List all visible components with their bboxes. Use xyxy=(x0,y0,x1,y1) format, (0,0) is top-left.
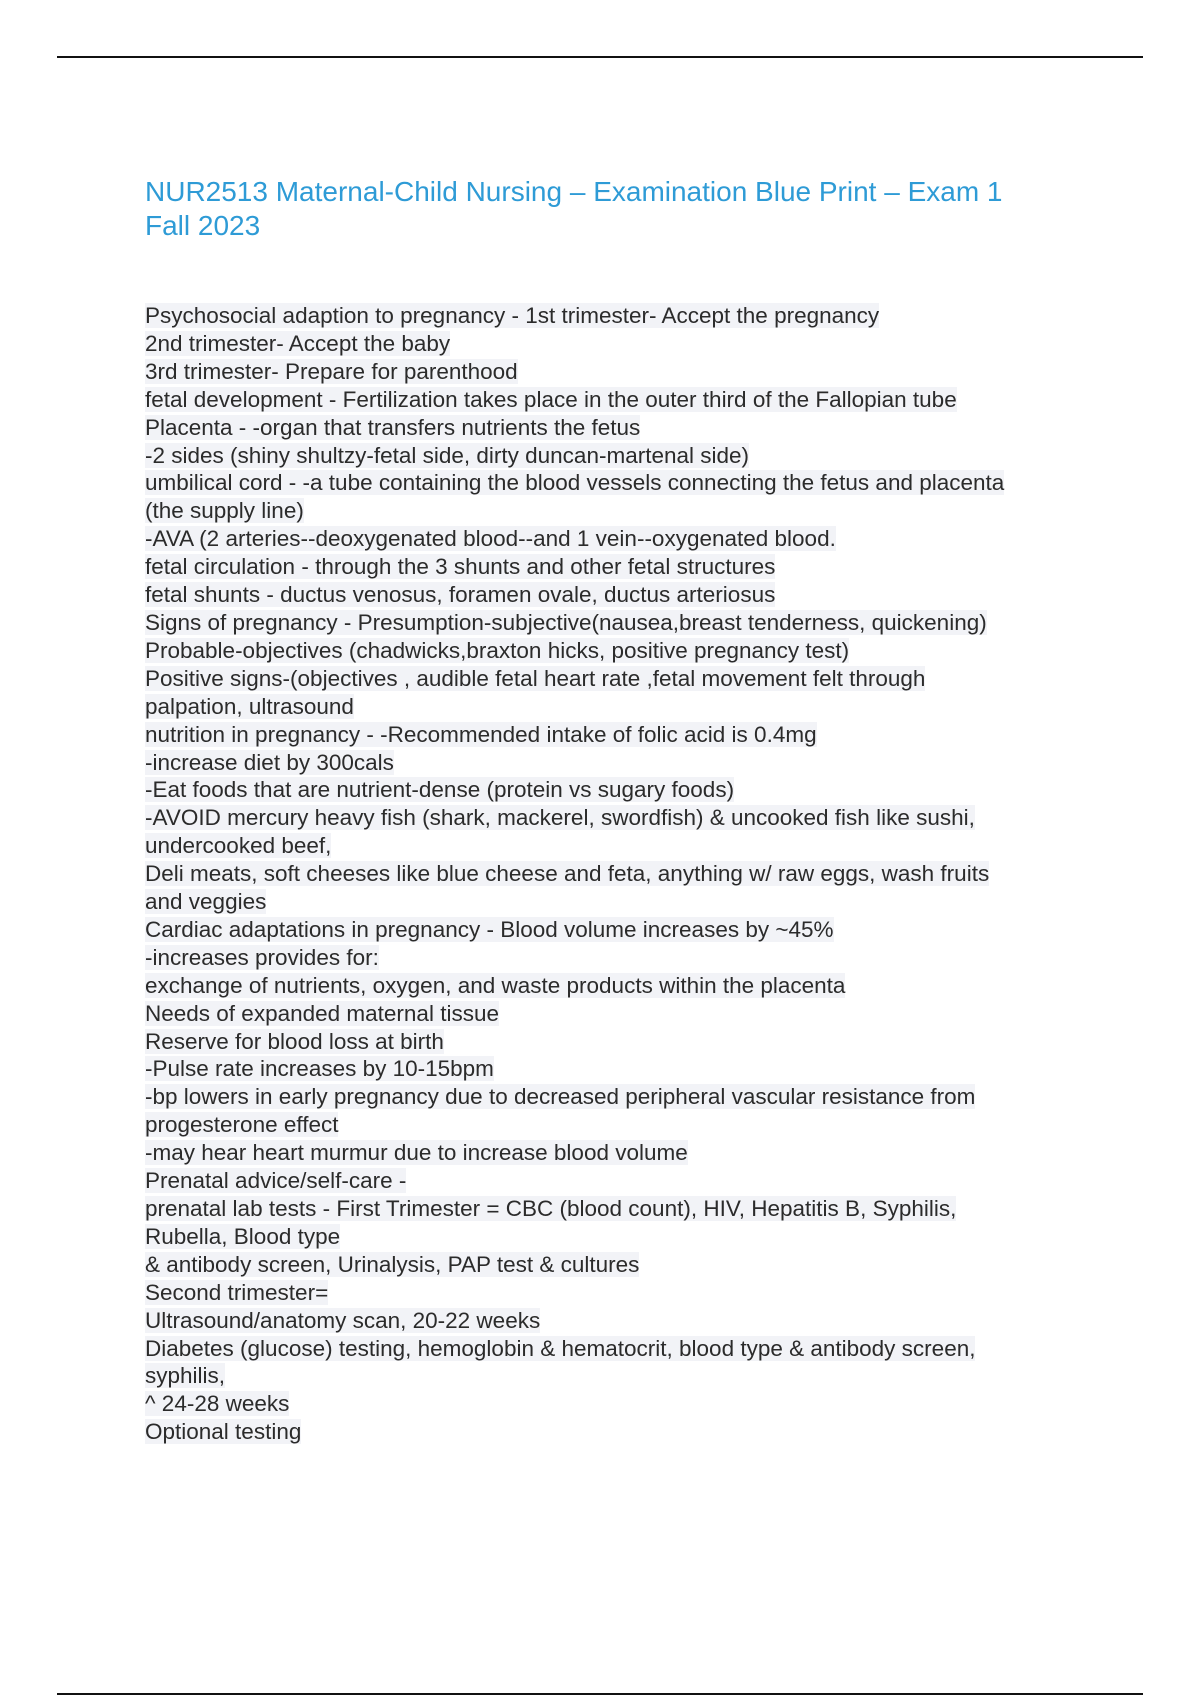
text-line: Psychosocial adaption to pregnancy - 1st trimester- Accept the pregnancy xyxy=(145,303,880,328)
text-line: Positive signs-(objectives , audible fetal heart rate ,fetal movement felt through xyxy=(145,665,926,691)
text-line: ^ 24-28 weeks xyxy=(145,1391,290,1417)
text-line: Cardiac adaptations in pregnancy - Blood volume increases by ~45% xyxy=(145,916,834,942)
text-line: Ultrasound/anatomy scan, 20-22 weeks xyxy=(145,1307,541,1333)
page-title xyxy=(145,175,1085,243)
text-line: undercooked beef, xyxy=(145,833,332,859)
title-line: NUR2513 Maternal-Child Nursing – Examination Blue Print – Exam 1 xyxy=(145,176,1003,207)
text-line: fetal circulation - through the 3 shunts and other fetal structures xyxy=(145,554,776,580)
text-line: umbilical cord - -a tube containing the blood vessels connecting the fetus and placenta xyxy=(145,470,1005,496)
top-rule xyxy=(57,56,1143,58)
text-line: -AVOID mercury heavy fish (shark, mackerel, swordfish) & uncooked fish like sushi, xyxy=(145,805,975,831)
text-line: 3rd trimester- Prepare for parenthood xyxy=(145,358,518,384)
text-line: & antibody screen, Urinalysis, PAP test & cultures xyxy=(145,1251,640,1277)
text-line: (the supply line) xyxy=(145,498,304,524)
text-line: -Pulse rate increases by 10-15bpm xyxy=(145,1056,494,1082)
text-line: Deli meats, soft cheeses like blue cheese and feta, anything w/ raw eggs, wash fruits xyxy=(145,861,990,887)
text-line: syphilis, xyxy=(145,1363,226,1389)
text-line: Signs of pregnancy - Presumption-subjective(nausea,breast tenderness, quickening) xyxy=(145,609,987,635)
text-line: fetal development - Fertilization takes place in the outer third of the Fallopian tube xyxy=(145,386,957,412)
text-line: 2nd trimester- Accept the baby xyxy=(145,330,451,356)
text-line: Needs of expanded maternal tissue xyxy=(145,1000,499,1026)
text-line: -may hear heart murmur due to increase blood volume xyxy=(145,1140,688,1166)
bottom-rule xyxy=(57,1693,1143,1695)
title-line: Fall 2023 xyxy=(145,210,261,241)
text-line: -Eat foods that are nutrient-dense (protein vs sugary foods) xyxy=(145,777,735,803)
document-body xyxy=(145,302,1085,1446)
text-line: Prenatal advice/self-care - xyxy=(145,1168,407,1194)
text-line: Diabetes (glucose) testing, hemoglobin & hematocrit, blood type & antibody screen, xyxy=(145,1335,976,1361)
text-line: Probable-objectives (chadwicks,braxton hicks, positive pregnancy test) xyxy=(145,637,850,663)
text-line: prenatal lab tests - First Trimester = CBC (blood count), HIV, Hepatitis B, Syphilis, xyxy=(145,1196,957,1221)
text-line: -2 sides (shiny shultzy-fetal side, dirty duncan-martenal side) xyxy=(145,442,750,468)
text-line: fetal shunts - ductus venosus, foramen ovale, ductus arteriosus xyxy=(145,582,776,608)
text-line: Second trimester= xyxy=(145,1279,329,1305)
text-line: palpation, ultrasound xyxy=(145,693,354,719)
text-line: Placenta - -organ that transfers nutrients the fetus xyxy=(145,414,641,440)
text-line: -increases provides for: xyxy=(145,944,379,970)
text-line: -increase diet by 300cals xyxy=(145,749,394,775)
text-line: and veggies xyxy=(145,889,267,915)
text-line: progesterone effect xyxy=(145,1112,339,1138)
text-line: Optional testing xyxy=(145,1419,302,1445)
text-line: nutrition in pregnancy - -Recommended intake of folic acid is 0.4mg xyxy=(145,721,817,747)
text-line: exchange of nutrients, oxygen, and waste products within the placenta xyxy=(145,972,846,998)
text-line: -bp lowers in early pregnancy due to decreased peripheral vascular resistance from xyxy=(145,1084,976,1110)
text-line: -AVA (2 arteries--deoxygenated blood--and 1 vein--oxygenated blood. xyxy=(145,526,836,552)
text-line: Rubella, Blood type xyxy=(145,1223,341,1249)
text-line: Reserve for blood loss at birth xyxy=(145,1028,444,1054)
